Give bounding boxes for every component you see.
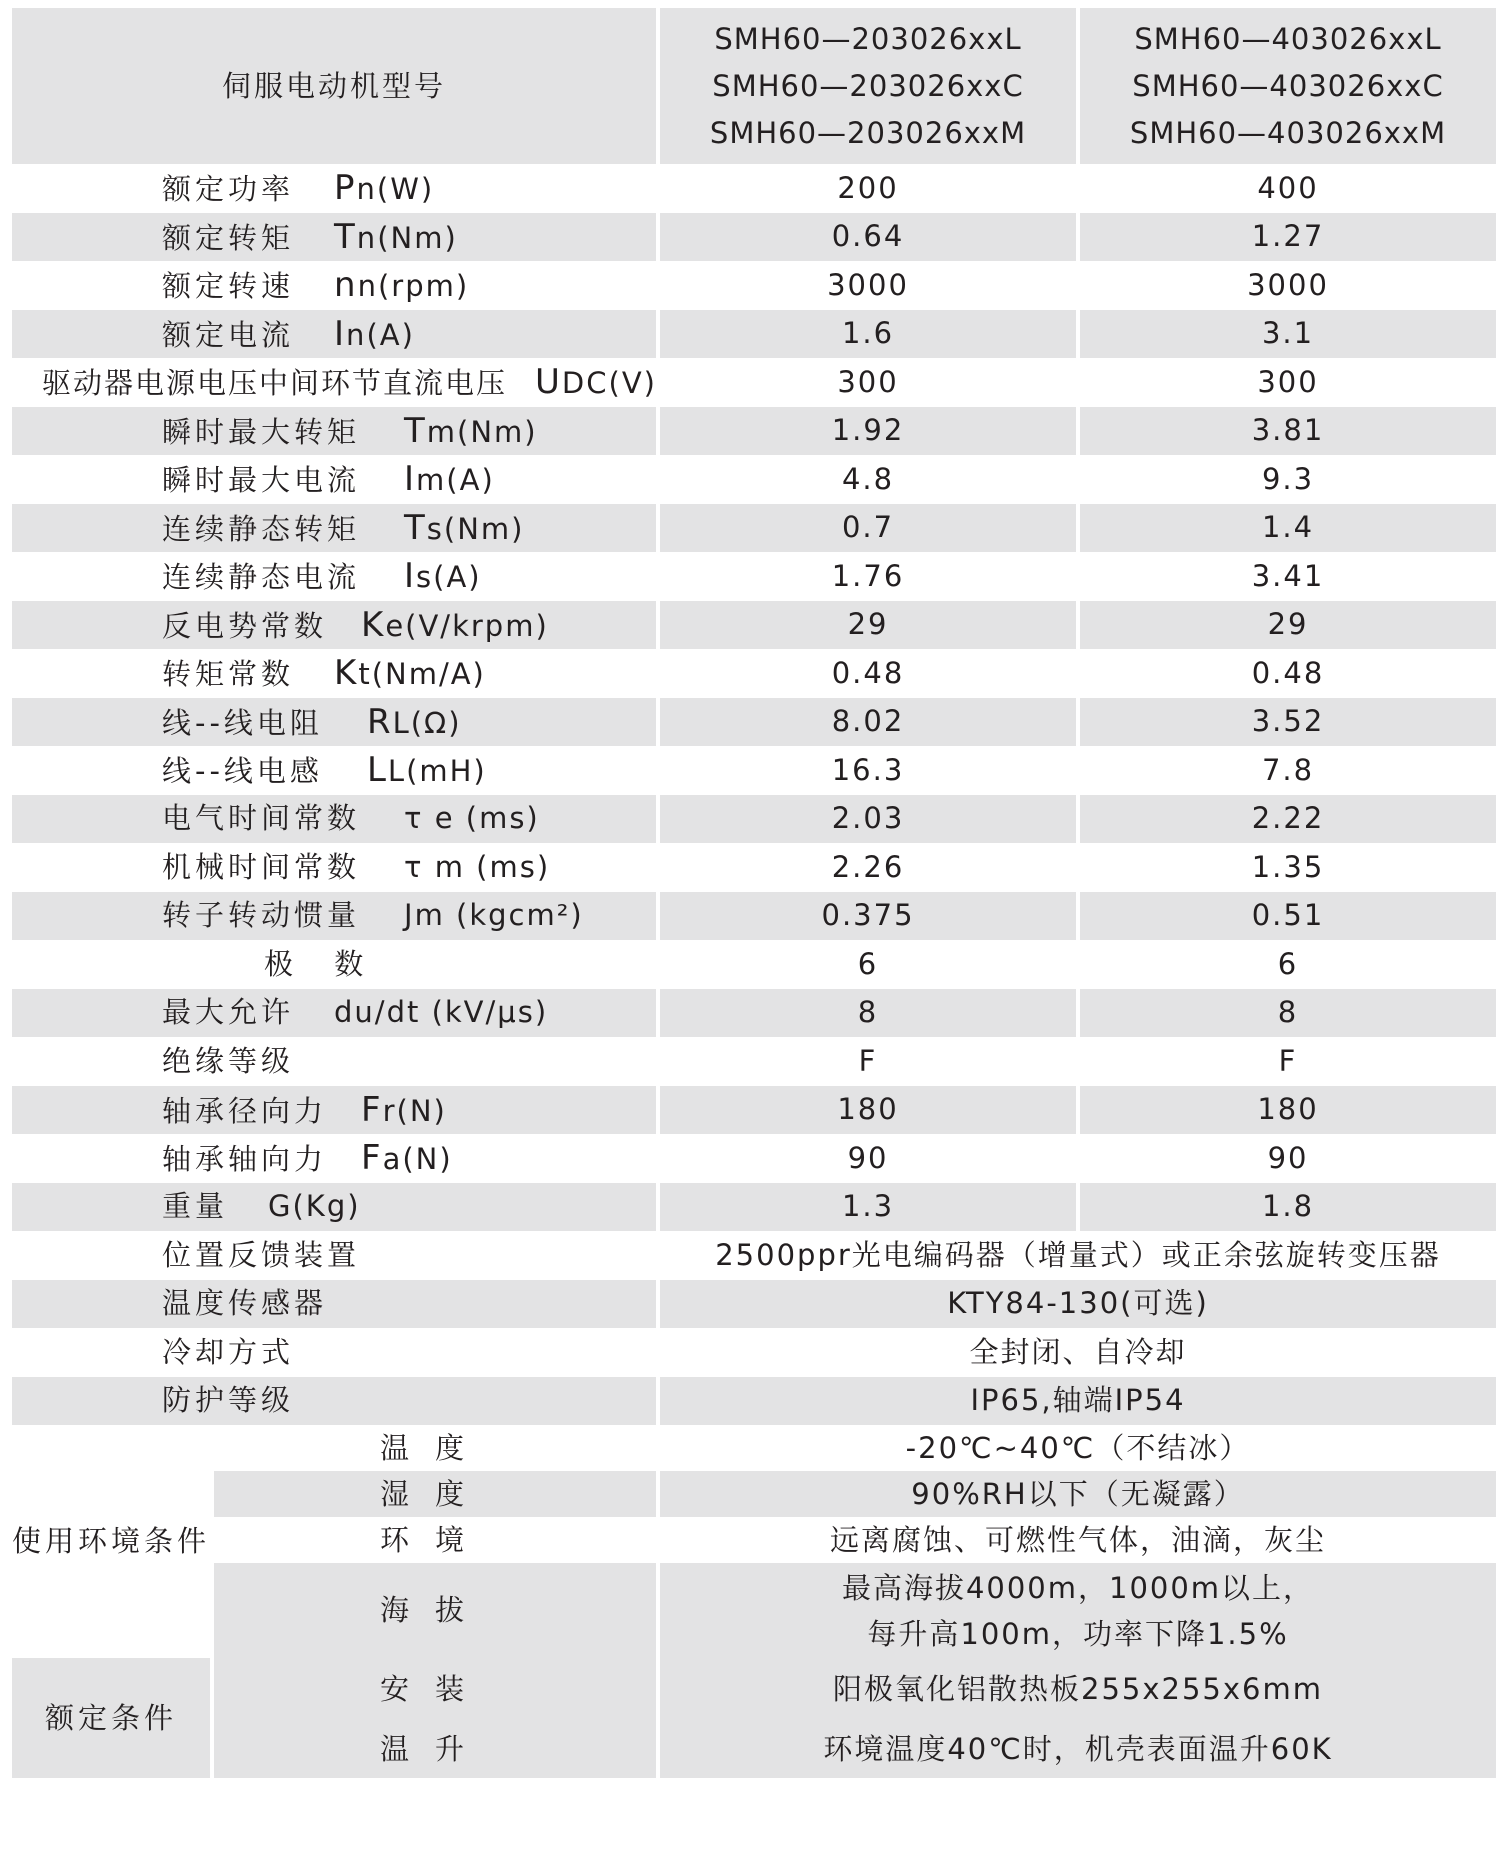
spec-label [12, 261, 658, 310]
environment-item-value [658, 1563, 1496, 1658]
spec-row [12, 552, 1496, 601]
spec-name: 轴承轴向力 [162, 1142, 328, 1177]
value-line: 每升高100m，功率下降1.5% [867, 1616, 1289, 1651]
spec-symbol-group [404, 801, 540, 835]
spec-value-model-2: 8 [1078, 989, 1496, 1038]
spec-unit: (A) [446, 463, 495, 498]
spec-symbol: du/dt (kV/μs) [334, 995, 549, 1030]
spec-symbol: F [361, 1138, 383, 1179]
environment-item-value [658, 1425, 1496, 1471]
spec-value-model-1: 0.7 [658, 504, 1078, 553]
spec-unit: (N) [402, 1142, 453, 1177]
value-line: 阳极氧化铝散热板255x255x6mm [833, 1672, 1323, 1706]
spec-label [12, 940, 658, 989]
spec-value-model-1: 16.3 [658, 746, 1078, 795]
merged-spec-row [12, 1280, 1496, 1329]
spec-row [12, 213, 1496, 262]
spec-name: 瞬时最大电流 [162, 463, 361, 498]
spec-label [12, 1328, 658, 1377]
spec-symbol: T [334, 216, 357, 257]
value-line: 远离腐蚀、可燃性气体，油滴，灰尘 [830, 1523, 1327, 1557]
rated-item-value [658, 1658, 1496, 1720]
spec-symbol-group [334, 265, 470, 306]
spec-row [12, 940, 1496, 989]
spec-symbol-subscript: a [382, 1142, 403, 1177]
spec-label [12, 1134, 658, 1183]
spec-symbol-group [404, 898, 584, 932]
spec-label [12, 892, 658, 941]
rated-row [12, 1720, 1496, 1778]
model-column-2 [1078, 8, 1496, 164]
spec-value-model-2: 29 [1078, 601, 1496, 650]
spec-name: 额定功率 [162, 172, 295, 207]
spec-value-model-1: 0.48 [658, 649, 1078, 698]
model-name: SMH60—403026xxL [1134, 21, 1442, 56]
spec-symbol: n [334, 265, 358, 306]
spec-value-model-1: 8.02 [658, 698, 1078, 747]
spec-name: 瞬时最大转矩 [162, 414, 361, 449]
spec-value-model-2: 3.41 [1078, 552, 1496, 601]
environment-item-value [658, 1471, 1496, 1517]
spec-label [12, 698, 658, 747]
spec-symbol-group [334, 168, 435, 209]
spec-symbol-subscript: L [392, 705, 411, 740]
spec-name: 连续静态转矩 [162, 511, 361, 546]
spec-name: 位置反馈装置 [162, 1237, 361, 1272]
spec-symbol-subscript: m [426, 414, 458, 449]
spec-symbol-subscript: n [346, 317, 367, 352]
spec-symbol: τ e (ms) [404, 801, 540, 836]
spec-symbol: I [404, 459, 417, 500]
spec-symbol-subscript: e [385, 608, 406, 643]
spec-label [12, 504, 658, 553]
spec-value-model-2: 90 [1078, 1134, 1496, 1183]
environment-row [12, 1563, 1496, 1658]
spec-symbol: T [404, 410, 427, 451]
spec-symbol-subscript: s [416, 560, 434, 595]
spec-label [12, 1377, 658, 1426]
spec-label [12, 213, 658, 262]
spec-symbol-subscript: m [416, 463, 447, 498]
environment-item-name: 环境 [212, 1517, 658, 1563]
spec-label [12, 843, 658, 892]
spec-unit: (Nm) [457, 414, 538, 449]
spec-symbol: I [404, 556, 417, 597]
spec-row [12, 795, 1496, 844]
model-name: SMH60—403026xxM [1129, 115, 1447, 150]
rated-row [12, 1658, 1496, 1720]
spec-row [12, 261, 1496, 310]
spec-symbol-group [334, 653, 486, 694]
value-line: -20℃~40℃（不结冰） [905, 1431, 1251, 1465]
model-name: SMH60—203026xxM [709, 115, 1027, 150]
spec-name: 绝缘等级 [162, 1043, 295, 1078]
spec-row [12, 1086, 1496, 1135]
spec-label [12, 746, 658, 795]
spec-symbol-group [334, 995, 548, 1029]
model-column-1 [658, 8, 1078, 164]
spec-symbol: T [404, 507, 427, 548]
spec-value-model-1: 1.76 [658, 552, 1078, 601]
spec-name: 极 数 [264, 946, 380, 981]
spec-row [12, 455, 1496, 504]
spec-name: 转矩常数 [162, 657, 295, 692]
spec-value-model-1: 2.03 [658, 795, 1078, 844]
motor-spec-table [12, 8, 1496, 1778]
spec-value-model-2: 0.48 [1078, 649, 1496, 698]
spec-symbol-group [334, 313, 415, 354]
spec-label [12, 1231, 658, 1280]
model-name: SMH60—203026xxC [712, 68, 1024, 103]
spec-value-model-2: 1.27 [1078, 213, 1496, 262]
spec-symbol-group [366, 701, 462, 742]
spec-value-model-2: 1.8 [1078, 1183, 1496, 1232]
spec-symbol-subscript: n [356, 172, 377, 207]
model-name: SMH60—403026xxC [1132, 68, 1444, 103]
spec-value-model-1: 2.26 [658, 843, 1078, 892]
spec-symbol: F [361, 1089, 383, 1130]
merged-spec-value: 全封闭、自冷却 [658, 1328, 1496, 1377]
spec-symbol: L [366, 750, 388, 791]
spec-symbol-subscript: DC [561, 366, 609, 401]
spec-label [12, 1086, 658, 1135]
spec-unit: (Nm/A) [371, 657, 486, 692]
spec-label [12, 1183, 658, 1232]
spec-symbol: U [535, 362, 562, 403]
spec-unit: (mH) [406, 754, 487, 789]
spec-unit: (V) [608, 366, 657, 401]
value-line: 最高海拔4000m，1000m以上， [841, 1570, 1315, 1605]
spec-symbol-group [334, 216, 458, 257]
spec-row [12, 358, 1496, 407]
spec-symbol-group [361, 604, 549, 645]
spec-value-model-2: 3.1 [1078, 310, 1496, 359]
spec-unit: (Nm) [443, 511, 525, 546]
spec-label [12, 601, 658, 650]
spec-value-model-1: 0.375 [658, 892, 1078, 941]
spec-symbol: τ m (ms) [404, 849, 551, 884]
value-line: 90%RH以下（无凝露） [911, 1477, 1245, 1511]
merged-rows [12, 1231, 1496, 1425]
spec-value-model-2: 3000 [1078, 261, 1496, 310]
spec-name: 最大允许 [162, 995, 295, 1030]
spec-label [12, 310, 658, 359]
spec-row [12, 504, 1496, 553]
spec-unit: (Ω) [410, 705, 462, 740]
value-line: 环境温度40℃时，机壳表面温升60K [823, 1732, 1333, 1766]
spec-label [12, 649, 658, 698]
spec-label [12, 455, 658, 504]
rated-item-name: 温升 [212, 1720, 658, 1778]
rated-item-value [658, 1720, 1496, 1778]
spec-row [12, 310, 1496, 359]
spec-symbol-group [404, 556, 482, 597]
spec-value-model-1: 0.64 [658, 213, 1078, 262]
spec-row [12, 843, 1496, 892]
spec-value-model-2: 6 [1078, 940, 1496, 989]
model-header-label: 伺服电动机型号 [12, 8, 658, 164]
spec-symbol-group [404, 507, 525, 548]
spec-name: 线--线电感 [162, 754, 323, 789]
spec-name: 额定电流 [162, 317, 295, 352]
spec-row [12, 989, 1496, 1038]
spec-label [12, 552, 658, 601]
spec-name: 连续静态电流 [162, 560, 361, 595]
spec-unit: (Nm) [377, 220, 458, 255]
spec-value-model-2: 9.3 [1078, 455, 1496, 504]
spec-symbol-group [404, 459, 495, 500]
spec-name: 额定转矩 [162, 220, 295, 255]
spec-symbol: P [334, 168, 357, 209]
rated-group-label: 额定条件 [12, 1658, 212, 1778]
spec-value-model-1: 90 [658, 1134, 1078, 1183]
merged-spec-row [12, 1231, 1496, 1280]
spec-value-model-2: 2.22 [1078, 795, 1496, 844]
spec-value-model-2: F [1078, 1037, 1496, 1086]
spec-label [12, 164, 658, 213]
spec-value-model-1: 1.92 [658, 407, 1078, 456]
spec-value-model-1: 8 [658, 989, 1078, 1038]
spec-value-model-2: 1.35 [1078, 843, 1496, 892]
spec-name: 温度传感器 [162, 1286, 328, 1321]
spec-row [12, 164, 1496, 213]
spec-symbol-subscript: s [426, 511, 444, 546]
spec-rows [12, 164, 1496, 1231]
spec-symbol-group [361, 1089, 447, 1130]
spec-name: 额定转速 [162, 269, 295, 304]
spec-value-model-1: 1.3 [658, 1183, 1078, 1232]
spec-row [12, 746, 1496, 795]
spec-value-model-2: 1.4 [1078, 504, 1496, 553]
spec-value-model-2: 3.52 [1078, 698, 1496, 747]
spec-name: 轴承径向力 [162, 1093, 328, 1128]
environment-item-name: 海拔 [212, 1563, 658, 1658]
rated-item-name: 安装 [212, 1658, 658, 1720]
model-name: SMH60—203026xxL [714, 21, 1022, 56]
spec-row [12, 1183, 1496, 1232]
spec-row [12, 407, 1496, 456]
spec-symbol-group [404, 410, 538, 451]
spec-row [12, 892, 1496, 941]
spec-value-model-1: 29 [658, 601, 1078, 650]
spec-symbol-group [535, 362, 657, 403]
spec-label [12, 358, 658, 407]
environment-row [12, 1425, 1496, 1471]
spec-value-model-1: 6 [658, 940, 1078, 989]
spec-label [12, 407, 658, 456]
environment-item-value [658, 1517, 1496, 1563]
spec-unit: (N) [396, 1093, 447, 1128]
environment-group-label: 使用环境条件 [12, 1425, 212, 1658]
spec-value-model-1: 300 [658, 358, 1078, 407]
spec-symbol: G(Kg) [268, 1189, 361, 1224]
spec-value-model-1: 1.6 [658, 310, 1078, 359]
spec-label [12, 1280, 658, 1329]
spec-row [12, 649, 1496, 698]
spec-name: 防护等级 [162, 1383, 295, 1418]
spec-unit: (A) [366, 317, 415, 352]
spec-symbol: K [361, 604, 386, 645]
environment-row [12, 1517, 1496, 1563]
spec-value-model-2: 0.51 [1078, 892, 1496, 941]
spec-symbol-group [361, 1138, 453, 1179]
spec-value-model-1: 4.8 [658, 455, 1078, 504]
spec-value-model-1: 3000 [658, 261, 1078, 310]
spec-unit: (W) [376, 172, 435, 207]
spec-name: 重量 [162, 1189, 229, 1224]
merged-spec-value: IP65,轴端IP54 [658, 1377, 1496, 1426]
spec-name: 驱动器电源电压中间环节直流电压 [42, 366, 508, 401]
spec-name: 反电势常数 [162, 608, 328, 643]
spec-value-model-2: 180 [1078, 1086, 1496, 1135]
spec-value-model-1: F [658, 1037, 1078, 1086]
spec-symbol-group [268, 1189, 361, 1223]
spec-symbol-subscript: n [357, 269, 378, 304]
spec-symbol: Jm (kgcm²) [404, 898, 584, 933]
spec-value-model-1: 180 [658, 1086, 1078, 1135]
spec-symbol: I [334, 313, 347, 354]
spec-row [12, 698, 1496, 747]
merged-spec-row [12, 1377, 1496, 1426]
condition-rows [12, 1425, 1496, 1778]
environment-item-name: 温度 [212, 1425, 658, 1471]
spec-symbol-subscript: L [387, 754, 407, 789]
spec-symbol-group [366, 750, 487, 791]
spec-symbol-group [404, 850, 550, 884]
spec-value-model-1: 200 [658, 164, 1078, 213]
spec-label [12, 989, 658, 1038]
merged-spec-row [12, 1328, 1496, 1377]
spec-name: 转子转动惯量 [162, 898, 361, 933]
spec-value-model-2: 400 [1078, 164, 1496, 213]
spec-symbol-subscript: n [356, 220, 378, 255]
merged-spec-value: KTY84-130(可选) [658, 1280, 1496, 1329]
spec-name: 线--线电阻 [162, 705, 323, 740]
spec-value-model-2: 300 [1078, 358, 1496, 407]
spec-label [12, 795, 658, 844]
spec-symbol-subscript: r [382, 1093, 397, 1128]
merged-spec-value: 2500ppr光电编码器（增量式）或正余弦旋转变压器 [658, 1231, 1496, 1280]
spec-symbol: R [366, 701, 393, 742]
spec-unit: (rpm) [377, 269, 470, 304]
spec-row [12, 601, 1496, 650]
spec-symbol-subscript: t [358, 657, 372, 692]
spec-unit: (A) [433, 560, 482, 595]
spec-row [12, 1037, 1496, 1086]
environment-item-name: 湿度 [212, 1471, 658, 1517]
spec-value-model-2: 7.8 [1078, 746, 1496, 795]
environment-row [12, 1471, 1496, 1517]
spec-label [12, 1037, 658, 1086]
spec-row [12, 1134, 1496, 1183]
spec-name: 冷却方式 [162, 1334, 295, 1369]
spec-name: 机械时间常数 [162, 849, 361, 884]
spec-unit: (V/krpm) [405, 608, 549, 643]
spec-symbol: K [334, 653, 359, 694]
spec-name: 电气时间常数 [162, 801, 361, 836]
spec-value-model-2: 3.81 [1078, 407, 1496, 456]
